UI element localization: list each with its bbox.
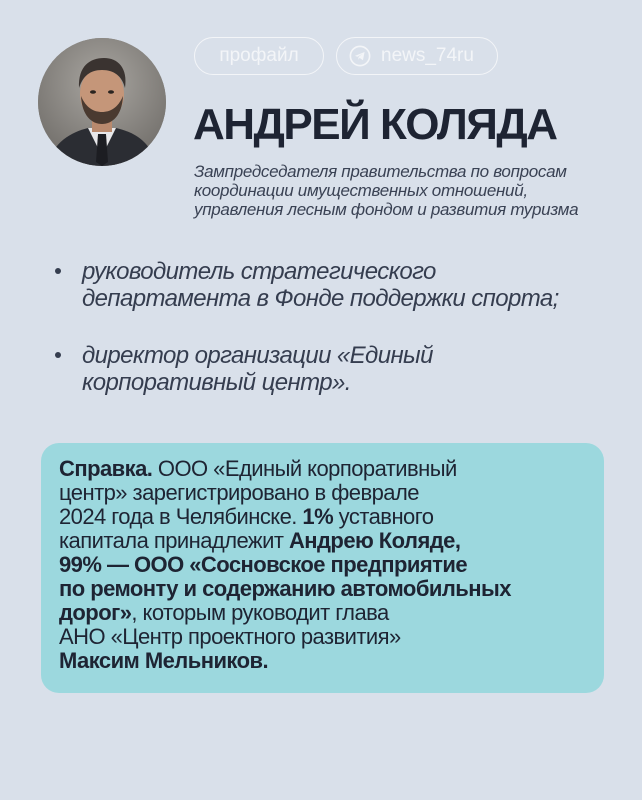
position-line: управления лесным фондом и развития туризма xyxy=(194,200,579,219)
channel-tag-label: news_74ru xyxy=(381,45,474,66)
bullet-icon xyxy=(55,352,61,358)
position-line: координации имущественных отношений, xyxy=(194,181,528,200)
list-item-line: департамента в Фонде поддержки спорта; xyxy=(82,285,559,312)
list-item xyxy=(52,342,612,396)
person-photo xyxy=(38,38,166,166)
reference-note xyxy=(41,443,604,693)
list-item xyxy=(52,258,612,312)
person-position xyxy=(194,162,634,219)
channel-tag[interactable] xyxy=(336,37,498,75)
reference-note-text xyxy=(59,457,584,673)
note-segment: Максим Мельников. xyxy=(59,648,269,673)
list-item-line: корпоративный центр». xyxy=(82,369,351,396)
note-segment: 1% xyxy=(302,504,334,529)
position-line: Зампредседателя правительства по вопросам xyxy=(194,162,567,181)
career-list xyxy=(52,258,612,426)
profile-tag-label: профайл xyxy=(219,45,299,66)
profile-tag xyxy=(194,37,324,75)
note-segment: Андрею Коляде, 99% — ООО «Сосновское предприятие по ремонту и содержанию автомобильных дорог» xyxy=(59,528,511,625)
person-name: АНДРЕЙ КОЛЯДА xyxy=(193,100,557,149)
note-segment: , которым руководит глава АНО «Центр проектного развития» xyxy=(59,600,401,649)
avatar xyxy=(38,38,166,166)
note-segment: уставного капитала принадлежит xyxy=(59,504,434,553)
note-segment: ООО «Единый корпоративный центр» зарегистрировано в феврале 2024 года в Челябинске. xyxy=(59,456,457,529)
list-item-line: руководитель стратегического xyxy=(82,258,436,285)
note-segment: Справка. xyxy=(59,456,153,481)
list-item-line: директор организации «Единый xyxy=(82,342,433,369)
bullet-icon xyxy=(55,268,61,274)
telegram-icon xyxy=(349,45,371,67)
